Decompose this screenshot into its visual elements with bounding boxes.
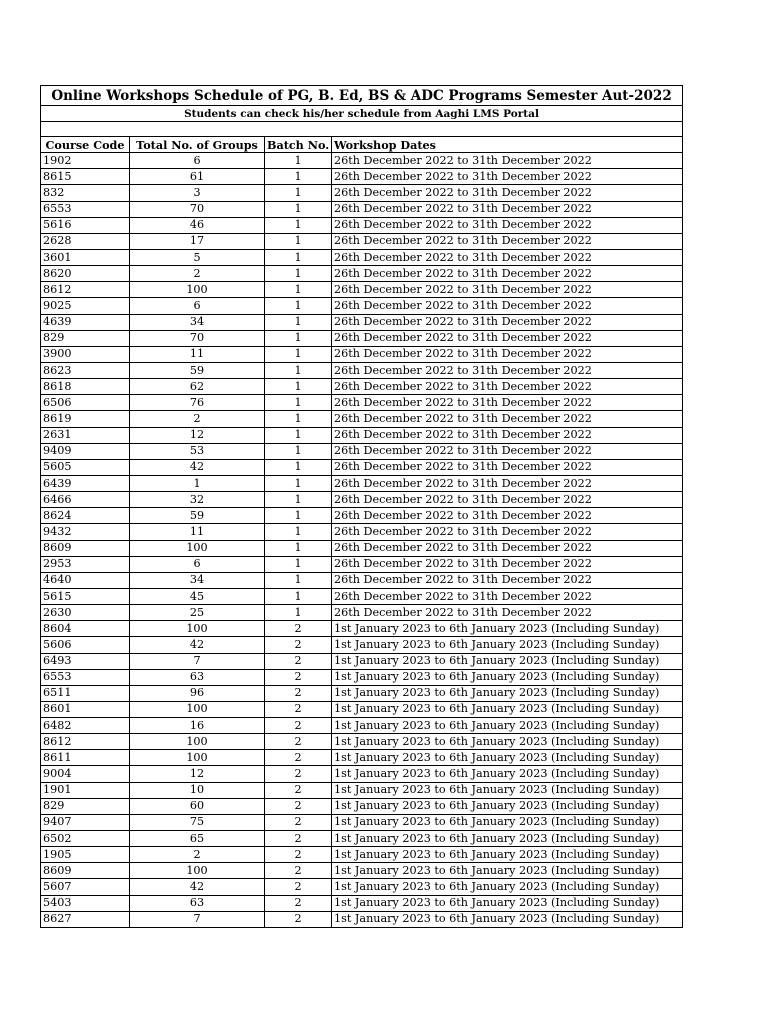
total-groups-cell: 63 [130, 669, 265, 685]
total-groups-cell: 12 [130, 427, 265, 443]
total-groups-cell: 100 [130, 750, 265, 766]
total-groups-cell: 70 [130, 201, 265, 217]
course-code-cell: 5615 [41, 588, 130, 604]
table-row [41, 492, 683, 508]
workshop-dates-cell: 1st January 2023 to 6th January 2023 (Including Sunday) [332, 863, 683, 879]
table-row [41, 298, 683, 314]
total-groups-cell: 46 [130, 217, 265, 233]
workshop-dates-cell: 26th December 2022 to 31th December 2022 [332, 427, 683, 443]
batch-no-cell: 1 [265, 153, 332, 169]
page-subtitle: Students can check his/her schedule from Aaghi LMS Portal [41, 106, 683, 122]
header-total-groups: Total No. of Groups [130, 137, 265, 153]
table-row [41, 895, 683, 911]
total-groups-cell: 62 [130, 379, 265, 395]
batch-no-cell: 2 [265, 653, 332, 669]
workshop-dates-cell: 1st January 2023 to 6th January 2023 (Including Sunday) [332, 895, 683, 911]
batch-no-cell: 1 [265, 572, 332, 588]
workshop-dates-cell: 1st January 2023 to 6th January 2023 (Including Sunday) [332, 750, 683, 766]
batch-no-cell: 1 [265, 605, 332, 621]
table-row [41, 605, 683, 621]
course-code-cell: 8609 [41, 540, 130, 556]
batch-no-cell: 1 [265, 379, 332, 395]
total-groups-cell: 34 [130, 314, 265, 330]
course-code-cell: 829 [41, 798, 130, 814]
table-row [41, 411, 683, 427]
course-code-cell: 2631 [41, 427, 130, 443]
total-groups-cell: 17 [130, 233, 265, 249]
course-code-cell: 8627 [41, 911, 130, 927]
table-row [41, 153, 683, 169]
workshop-dates-cell: 26th December 2022 to 31th December 2022 [332, 572, 683, 588]
workshop-dates-cell: 26th December 2022 to 31th December 2022 [332, 395, 683, 411]
table-row [41, 233, 683, 249]
course-code-cell: 8611 [41, 750, 130, 766]
workshop-dates-cell: 1st January 2023 to 6th January 2023 (Including Sunday) [332, 734, 683, 750]
header-course-code: Course Code [41, 137, 130, 153]
title-row [41, 86, 683, 106]
batch-no-cell: 1 [265, 459, 332, 475]
total-groups-cell: 42 [130, 879, 265, 895]
course-code-cell: 3601 [41, 249, 130, 265]
table-row [41, 814, 683, 830]
course-code-cell: 9025 [41, 298, 130, 314]
workshop-dates-cell: 1st January 2023 to 6th January 2023 (Including Sunday) [332, 637, 683, 653]
course-code-cell: 8604 [41, 621, 130, 637]
total-groups-cell: 16 [130, 718, 265, 734]
batch-no-cell: 2 [265, 879, 332, 895]
header-batch-no: Batch No. [265, 137, 332, 153]
batch-no-cell: 1 [265, 249, 332, 265]
batch-no-cell: 1 [265, 492, 332, 508]
blank-spacer [41, 122, 683, 137]
total-groups-cell: 60 [130, 798, 265, 814]
course-code-cell: 8612 [41, 282, 130, 298]
course-code-cell: 8624 [41, 508, 130, 524]
workshop-dates-cell: 1st January 2023 to 6th January 2023 (Including Sunday) [332, 814, 683, 830]
total-groups-cell: 2 [130, 411, 265, 427]
table-row [41, 621, 683, 637]
workshop-dates-cell: 1st January 2023 to 6th January 2023 (Including Sunday) [332, 847, 683, 863]
subtitle-row [41, 106, 683, 122]
batch-no-cell: 2 [265, 798, 332, 814]
batch-no-cell: 1 [265, 556, 332, 572]
batch-no-cell: 1 [265, 201, 332, 217]
course-code-cell: 6506 [41, 395, 130, 411]
table-row [41, 863, 683, 879]
total-groups-cell: 59 [130, 508, 265, 524]
total-groups-cell: 100 [130, 734, 265, 750]
course-code-cell: 8620 [41, 266, 130, 282]
course-code-cell: 9432 [41, 524, 130, 540]
course-code-cell: 9409 [41, 443, 130, 459]
table-row [41, 362, 683, 378]
table-row [41, 847, 683, 863]
total-groups-cell: 11 [130, 524, 265, 540]
workshop-dates-cell: 1st January 2023 to 6th January 2023 (Including Sunday) [332, 653, 683, 669]
course-code-cell: 1905 [41, 847, 130, 863]
course-code-cell: 9004 [41, 766, 130, 782]
batch-no-cell: 1 [265, 185, 332, 201]
workshop-dates-cell: 1st January 2023 to 6th January 2023 (Including Sunday) [332, 718, 683, 734]
batch-no-cell: 1 [265, 346, 332, 362]
table-row [41, 556, 683, 572]
batch-no-cell: 1 [265, 540, 332, 556]
header-workshop-dates: Workshop Dates [332, 137, 683, 153]
total-groups-cell: 100 [130, 540, 265, 556]
course-code-cell: 8612 [41, 734, 130, 750]
workshop-dates-cell: 1st January 2023 to 6th January 2023 (Including Sunday) [332, 911, 683, 927]
course-code-cell: 5616 [41, 217, 130, 233]
total-groups-cell: 61 [130, 169, 265, 185]
batch-no-cell: 1 [265, 282, 332, 298]
workshop-dates-cell: 26th December 2022 to 31th December 2022 [332, 605, 683, 621]
table-row [41, 330, 683, 346]
workshop-dates-cell: 26th December 2022 to 31th December 2022 [332, 459, 683, 475]
course-code-cell: 829 [41, 330, 130, 346]
batch-no-cell: 2 [265, 766, 332, 782]
total-groups-cell: 63 [130, 895, 265, 911]
workshop-dates-cell: 26th December 2022 to 31th December 2022 [332, 346, 683, 362]
total-groups-cell: 5 [130, 249, 265, 265]
course-code-cell: 2630 [41, 605, 130, 621]
batch-no-cell: 1 [265, 475, 332, 491]
total-groups-cell: 2 [130, 266, 265, 282]
total-groups-cell: 1 [130, 475, 265, 491]
total-groups-cell: 70 [130, 330, 265, 346]
batch-no-cell: 1 [265, 362, 332, 378]
table-row [41, 766, 683, 782]
batch-no-cell: 2 [265, 734, 332, 750]
table-row [41, 314, 683, 330]
total-groups-cell: 2 [130, 847, 265, 863]
workshop-dates-cell: 1st January 2023 to 6th January 2023 (Including Sunday) [332, 701, 683, 717]
workshop-dates-cell: 1st January 2023 to 6th January 2023 (Including Sunday) [332, 831, 683, 847]
total-groups-cell: 6 [130, 153, 265, 169]
table-row [41, 508, 683, 524]
course-code-cell: 4639 [41, 314, 130, 330]
schedule-rows [41, 153, 683, 928]
workshop-dates-cell: 26th December 2022 to 31th December 2022 [332, 282, 683, 298]
table-row [41, 427, 683, 443]
workshop-dates-cell: 1st January 2023 to 6th January 2023 (Including Sunday) [332, 782, 683, 798]
course-code-cell: 1902 [41, 153, 130, 169]
total-groups-cell: 11 [130, 346, 265, 362]
table-row [41, 169, 683, 185]
total-groups-cell: 12 [130, 766, 265, 782]
course-code-cell: 5403 [41, 895, 130, 911]
table-row [41, 282, 683, 298]
table-row [41, 201, 683, 217]
workshop-dates-cell: 26th December 2022 to 31th December 2022 [332, 201, 683, 217]
batch-no-cell: 2 [265, 685, 332, 701]
batch-no-cell: 1 [265, 169, 332, 185]
course-code-cell: 8618 [41, 379, 130, 395]
course-code-cell: 2628 [41, 233, 130, 249]
course-code-cell: 6553 [41, 669, 130, 685]
table-row [41, 540, 683, 556]
workshop-dates-cell: 26th December 2022 to 31th December 2022 [332, 492, 683, 508]
course-code-cell: 9407 [41, 814, 130, 830]
table-row [41, 217, 683, 233]
workshop-dates-cell: 26th December 2022 to 31th December 2022 [332, 524, 683, 540]
batch-no-cell: 1 [265, 217, 332, 233]
table-row [41, 669, 683, 685]
workshop-dates-cell: 26th December 2022 to 31th December 2022 [332, 475, 683, 491]
table-row [41, 395, 683, 411]
table-row [41, 911, 683, 927]
total-groups-cell: 34 [130, 572, 265, 588]
workshop-dates-cell: 26th December 2022 to 31th December 2022 [332, 588, 683, 604]
batch-no-cell: 1 [265, 588, 332, 604]
total-groups-cell: 42 [130, 637, 265, 653]
workshop-dates-cell: 26th December 2022 to 31th December 2022 [332, 556, 683, 572]
table-row [41, 459, 683, 475]
total-groups-cell: 100 [130, 701, 265, 717]
batch-no-cell: 1 [265, 524, 332, 540]
table-row [41, 185, 683, 201]
workshop-dates-cell: 26th December 2022 to 31th December 2022 [332, 217, 683, 233]
batch-no-cell: 1 [265, 298, 332, 314]
batch-no-cell: 2 [265, 911, 332, 927]
batch-no-cell: 1 [265, 443, 332, 459]
workshop-dates-cell: 1st January 2023 to 6th January 2023 (Including Sunday) [332, 621, 683, 637]
course-code-cell: 6553 [41, 201, 130, 217]
workshop-dates-cell: 26th December 2022 to 31th December 2022 [332, 169, 683, 185]
course-code-cell: 6502 [41, 831, 130, 847]
course-code-cell: 6466 [41, 492, 130, 508]
table-row [41, 249, 683, 265]
page-title: Online Workshops Schedule of PG, B. Ed, BS & ADC Programs Semester Aut-2022 [41, 86, 683, 106]
batch-no-cell: 2 [265, 621, 332, 637]
total-groups-cell: 75 [130, 814, 265, 830]
table-row [41, 443, 683, 459]
total-groups-cell: 7 [130, 653, 265, 669]
course-code-cell: 8609 [41, 863, 130, 879]
total-groups-cell: 53 [130, 443, 265, 459]
table-row [41, 524, 683, 540]
course-code-cell: 8619 [41, 411, 130, 427]
total-groups-cell: 100 [130, 282, 265, 298]
batch-no-cell: 1 [265, 330, 332, 346]
table-row [41, 701, 683, 717]
workshop-dates-cell: 26th December 2022 to 31th December 2022 [332, 379, 683, 395]
table-row [41, 734, 683, 750]
batch-no-cell: 2 [265, 895, 332, 911]
workshop-dates-cell: 26th December 2022 to 31th December 2022 [332, 540, 683, 556]
total-groups-cell: 10 [130, 782, 265, 798]
batch-no-cell: 2 [265, 669, 332, 685]
course-code-cell: 8601 [41, 701, 130, 717]
course-code-cell: 5606 [41, 637, 130, 653]
course-code-cell: 8623 [41, 362, 130, 378]
total-groups-cell: 100 [130, 621, 265, 637]
workshop-dates-cell: 1st January 2023 to 6th January 2023 (Including Sunday) [332, 879, 683, 895]
table-row [41, 637, 683, 653]
course-code-cell: 5605 [41, 459, 130, 475]
workshop-dates-cell: 1st January 2023 to 6th January 2023 (Including Sunday) [332, 798, 683, 814]
header-row [41, 137, 683, 153]
course-code-cell: 6482 [41, 718, 130, 734]
course-code-cell: 832 [41, 185, 130, 201]
workshop-dates-cell: 26th December 2022 to 31th December 2022 [332, 411, 683, 427]
total-groups-cell: 6 [130, 298, 265, 314]
total-groups-cell: 59 [130, 362, 265, 378]
total-groups-cell: 65 [130, 831, 265, 847]
workshop-schedule-table [40, 85, 683, 928]
workshop-dates-cell: 1st January 2023 to 6th January 2023 (Including Sunday) [332, 685, 683, 701]
course-code-cell: 4640 [41, 572, 130, 588]
workshop-dates-cell: 26th December 2022 to 31th December 2022 [332, 330, 683, 346]
table-row [41, 588, 683, 604]
batch-no-cell: 2 [265, 831, 332, 847]
batch-no-cell: 2 [265, 847, 332, 863]
table-row [41, 718, 683, 734]
course-code-cell: 1901 [41, 782, 130, 798]
batch-no-cell: 2 [265, 701, 332, 717]
total-groups-cell: 76 [130, 395, 265, 411]
workshop-dates-cell: 26th December 2022 to 31th December 2022 [332, 233, 683, 249]
workshop-dates-cell: 26th December 2022 to 31th December 2022 [332, 362, 683, 378]
table-row [41, 685, 683, 701]
batch-no-cell: 1 [265, 266, 332, 282]
workshop-dates-cell: 1st January 2023 to 6th January 2023 (Including Sunday) [332, 766, 683, 782]
batch-no-cell: 1 [265, 395, 332, 411]
total-groups-cell: 3 [130, 185, 265, 201]
blank-row [41, 122, 683, 137]
workshop-dates-cell: 26th December 2022 to 31th December 2022 [332, 314, 683, 330]
table-row [41, 346, 683, 362]
workshop-dates-cell: 26th December 2022 to 31th December 2022 [332, 153, 683, 169]
batch-no-cell: 1 [265, 233, 332, 249]
batch-no-cell: 1 [265, 508, 332, 524]
table-row [41, 653, 683, 669]
course-code-cell: 6439 [41, 475, 130, 491]
batch-no-cell: 1 [265, 411, 332, 427]
table-row [41, 572, 683, 588]
batch-no-cell: 1 [265, 314, 332, 330]
course-code-cell: 2953 [41, 556, 130, 572]
batch-no-cell: 2 [265, 718, 332, 734]
workshop-dates-cell: 26th December 2022 to 31th December 2022 [332, 443, 683, 459]
workshop-dates-cell: 26th December 2022 to 31th December 2022 [332, 298, 683, 314]
total-groups-cell: 45 [130, 588, 265, 604]
workshop-dates-cell: 26th December 2022 to 31th December 2022 [332, 249, 683, 265]
table-row [41, 879, 683, 895]
course-code-cell: 5607 [41, 879, 130, 895]
total-groups-cell: 96 [130, 685, 265, 701]
course-code-cell: 6493 [41, 653, 130, 669]
total-groups-cell: 42 [130, 459, 265, 475]
total-groups-cell: 100 [130, 863, 265, 879]
course-code-cell: 3900 [41, 346, 130, 362]
total-groups-cell: 6 [130, 556, 265, 572]
course-code-cell: 8615 [41, 169, 130, 185]
batch-no-cell: 2 [265, 637, 332, 653]
batch-no-cell: 2 [265, 814, 332, 830]
workshop-dates-cell: 26th December 2022 to 31th December 2022 [332, 185, 683, 201]
course-code-cell: 6511 [41, 685, 130, 701]
table-row [41, 831, 683, 847]
total-groups-cell: 7 [130, 911, 265, 927]
total-groups-cell: 25 [130, 605, 265, 621]
table-row [41, 266, 683, 282]
batch-no-cell: 2 [265, 863, 332, 879]
batch-no-cell: 2 [265, 782, 332, 798]
workshop-dates-cell: 26th December 2022 to 31th December 2022 [332, 266, 683, 282]
table-row [41, 798, 683, 814]
batch-no-cell: 1 [265, 427, 332, 443]
table-row [41, 379, 683, 395]
table-row [41, 475, 683, 491]
table-row [41, 782, 683, 798]
table-row [41, 750, 683, 766]
workshop-dates-cell: 26th December 2022 to 31th December 2022 [332, 508, 683, 524]
total-groups-cell: 32 [130, 492, 265, 508]
workshop-dates-cell: 1st January 2023 to 6th January 2023 (Including Sunday) [332, 669, 683, 685]
batch-no-cell: 2 [265, 750, 332, 766]
